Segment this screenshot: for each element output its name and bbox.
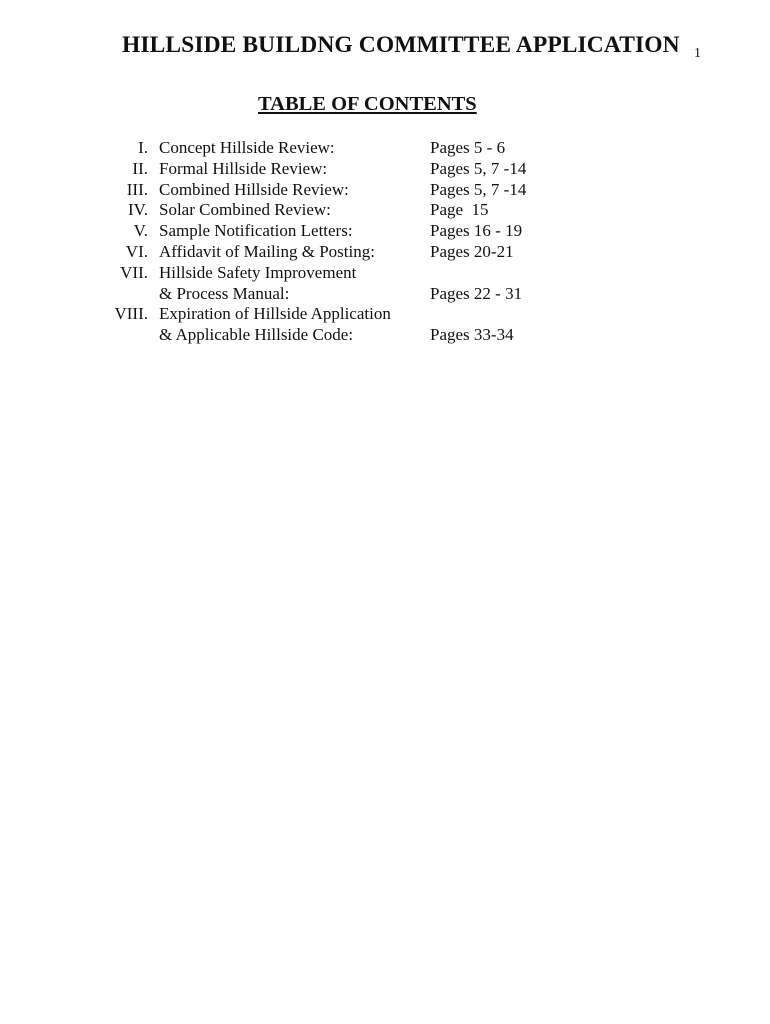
toc-row [0,180,770,201]
toc-entry-pages: Pages 5, 7 -14 [430,179,527,199]
document-title: HILLSIDE BUILDNG COMMITTEE APPLICATION [122,32,680,58]
toc-entry-title: & Applicable Hillside Code: [159,325,354,345]
toc-entry-pages: Page 15 [430,200,489,220]
toc-row [0,325,770,346]
toc-entry-pages: Pages 22 - 31 [430,283,523,303]
toc-row [0,263,770,284]
toc-entry-title: Solar Combined Review: [159,200,331,220]
page-number: 1 [694,46,701,61]
toc-row [0,284,770,305]
toc-entry-number: II. [132,158,148,178]
toc-row [0,138,770,159]
toc-entry-title: Expiration of Hillside Application [159,304,391,324]
toc-entry-title: Sample Notification Letters: [159,221,353,241]
table-of-contents [0,138,770,346]
toc-entry-number: I. [138,138,148,157]
toc-entry-pages: Pages 5 - 6 [430,138,506,157]
toc-row [0,159,770,180]
toc-row [0,221,770,242]
toc-entry-pages: Pages 33-34 [430,325,514,345]
toc-entry-number: VIII. [114,304,148,324]
toc-entry-pages: Pages 16 - 19 [430,221,523,241]
toc-heading: TABLE OF CONTENTS [258,93,477,115]
toc-row [0,200,770,221]
toc-entry-number: VII. [120,262,148,282]
toc-entry-title: Affidavit of Mailing & Posting: [159,241,375,261]
toc-entry-number: V. [133,221,148,241]
toc-entry-title: & Process Manual: [159,283,290,303]
toc-entry-title: Combined Hillside Review: [159,179,349,199]
toc-entry-pages: Pages 20-21 [430,241,514,261]
toc-entry-pages: Pages 5, 7 -14 [430,158,527,178]
toc-row [0,242,770,263]
toc-entry-number: VI. [125,241,148,261]
toc-entry-title: Hillside Safety Improvement [159,262,357,282]
toc-row [0,304,770,325]
toc-entry-number: III. [126,179,148,199]
toc-entry-title: Formal Hillside Review: [159,158,328,178]
toc-entry-title: Concept Hillside Review: [159,138,335,157]
toc-entry-number: IV. [128,200,148,220]
